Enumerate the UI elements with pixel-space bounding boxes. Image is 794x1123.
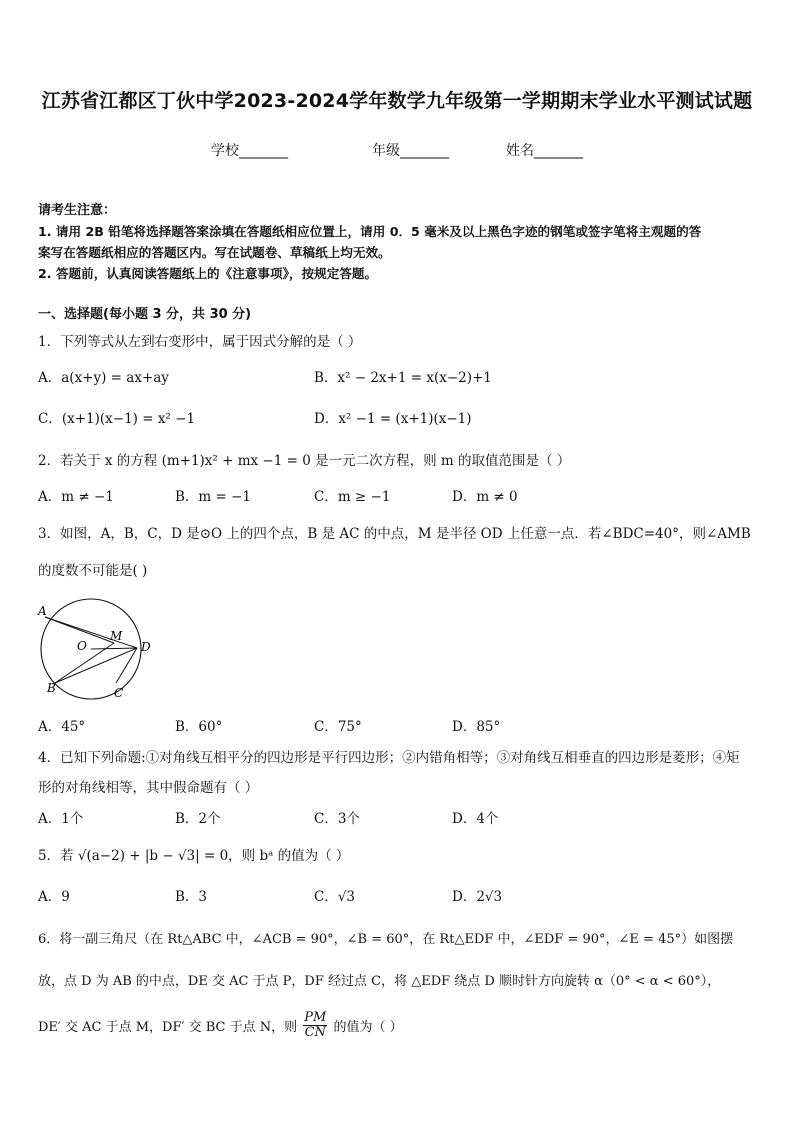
q4-option-c: C．3个	[314, 811, 360, 827]
q2-option-a: A．m ≠ −1	[38, 489, 114, 505]
label-a: A	[38, 604, 47, 618]
segment-dc	[116, 648, 137, 683]
label-o: O	[77, 639, 87, 653]
page-title: 江苏省江都区丁伙中学2023-2024学年数学九年级第一学期期末学业水平测试试题	[41, 90, 753, 112]
q3-option-b: B．60°	[175, 719, 223, 735]
section-heading: 一、选择题(每小题 3 分，共 30 分)	[38, 307, 252, 322]
q2-stem: 2．若关于 x 的方程 (m+1)x² + mx −1 = 0 是一元二次方程，则 m 的取值范围是（ ）	[38, 453, 571, 469]
q1-option-c: C．(x+1)(x−1) = x² −1	[38, 411, 196, 427]
q5-option-a: A．9	[38, 889, 70, 905]
q1-option-d: D．x² −1 = (x+1)(x−1)	[314, 411, 472, 427]
notice-line-1: 1. 请用 2B 铅笔将选择题答案涂填在答题纸相应位置上，请用 0．5 毫米及以上黑色字迹的钢笔或签字笔将主观题的答	[38, 224, 702, 239]
q3-option-d: D．85°	[452, 719, 501, 735]
q4-option-b: B．2个	[175, 811, 221, 827]
segment-od	[91, 648, 137, 649]
label-m: M	[110, 629, 123, 643]
segment-bd	[55, 648, 137, 683]
q3-option-c: C．75°	[314, 719, 362, 735]
q4-stem-line-1: 4．已知下列命题:①对角线互相平分的四边形是平行四边形；②内错角相等；③对角线互相垂直的四边形是菱形；④矩	[38, 750, 740, 766]
label-d: D	[141, 640, 151, 654]
notice-line-3: 2. 答题前，认真阅读答题纸上的《注意事项》，按规定答题。	[38, 266, 378, 281]
q4-option-a: A．1个	[38, 811, 84, 827]
q6-line-3	[38, 1010, 403, 1042]
q4-stem-line-2: 形的对角线相等，其中假命题有（ ）	[38, 780, 259, 796]
q6-line-2: 放，点 D 为 AB 的中点，DE 交 AC 于点 P，DF 经过点 C，将 △EDF 绕点 D 顺时针方向旋转 α（0° < α < 60°），	[38, 974, 721, 989]
q1-option-a: A．a(x+y) = ax+ay	[38, 370, 169, 386]
q6-line-3-end: 的值为（ ）	[333, 1020, 403, 1035]
q5-stem: 5．若 √(a−2) + |b − √3| = 0，则 bᵃ 的值为（ ）	[38, 848, 350, 864]
school-field: 学校_______	[211, 143, 288, 159]
notice-line-2: 案写在答题纸相应的答题区内。写在试题卷、草稿纸上均无效。	[38, 245, 391, 260]
q4-option-d: D．4个	[452, 811, 499, 827]
segment-ad	[45, 617, 137, 648]
q5-option-d: D．2√3	[452, 889, 503, 905]
q6-line-3-start: DE′ 交 AC 于点 M，DF′ 交 BC 于点 N，则	[38, 1020, 298, 1035]
q3-stem-line-2: 的度数不可能是( )	[38, 563, 148, 579]
q3-stem-line-1: 3．如图，A，B，C，D 是⊙O 上的四个点，B 是 AC 的中点，M 是半径 OD 上任意一点．若∠BDC=40°，则∠AMB	[38, 526, 751, 542]
notice-heading: 请考生注意：	[38, 203, 117, 218]
label-c: C	[114, 686, 124, 700]
name-field: 姓名_______	[506, 143, 583, 159]
q2-option-c: C．m ≥ −1	[314, 489, 391, 505]
q3-option-a: A．45°	[38, 719, 86, 735]
q1-stem: 1．下列等式从左到右变形中，属于因式分解的是（ ）	[38, 334, 362, 350]
q3-circle-figure	[30, 595, 170, 707]
q6-fraction-numerator: PM	[304, 1010, 327, 1025]
q2-option-b: B．m = −1	[175, 489, 252, 505]
q6-fraction	[303, 1011, 327, 1040]
q2-option-d: D．m ≠ 0	[452, 489, 518, 505]
q6-fraction-denominator: CN	[304, 1025, 326, 1040]
q5-option-c: C．√3	[314, 889, 356, 905]
grade-field: 年级_______	[372, 143, 449, 159]
q6-line-1: 6．将一副三角尺（在 Rt△ABC 中，∠ACB = 90°，∠B = 60°，在 Rt△EDF 中，∠EDF = 90°，∠E = 45°）如图摆	[38, 932, 734, 947]
q5-option-b: B．3	[175, 889, 208, 905]
q1-option-b: B．x² − 2x+1 = x(x−2)+1	[314, 370, 492, 386]
label-b: B	[47, 681, 56, 695]
